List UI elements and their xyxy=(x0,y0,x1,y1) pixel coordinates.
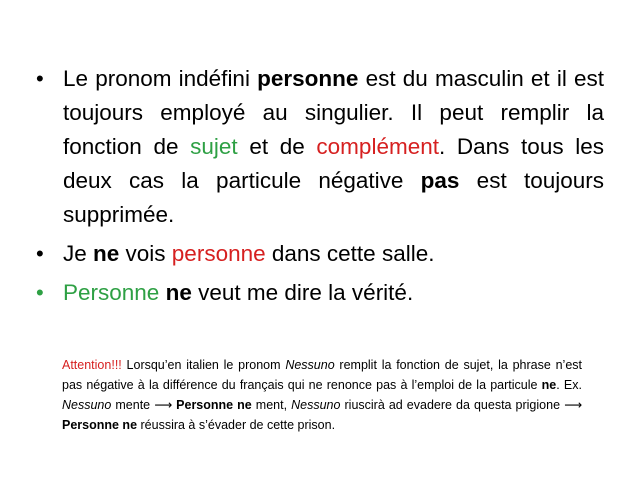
text: remplit la fonction de sujet, la phrase n’est pas négative à la différence du français qui ne renonce pas à l’emploi de la particule xyxy=(62,358,582,392)
text: ment, xyxy=(251,398,292,412)
text: Le pronom indéfini xyxy=(63,66,258,91)
bullet-item-example-complement xyxy=(36,237,604,271)
bullet-list xyxy=(36,62,604,315)
text: vois xyxy=(119,241,172,266)
text: est du masculin et il est toujours employé au singulier. Il peut remplir la fonction de xyxy=(63,66,605,159)
keyword-personne: personne xyxy=(257,66,359,91)
bullet-marker: • xyxy=(36,241,44,266)
keyword-personne-sujet: Personne xyxy=(63,280,160,305)
text: Lorsqu’en italien le pronom xyxy=(121,358,286,372)
text: est toujours supprimée. xyxy=(63,168,604,227)
text: riuscirà ad evadere da questa prigione xyxy=(340,398,565,412)
bullet-marker: • xyxy=(36,280,44,305)
attention-label: Attention!!! xyxy=(62,358,122,372)
keyword-ne: ne xyxy=(541,378,557,392)
text: . Dans tous les deux cas la particule négative xyxy=(63,134,605,193)
keyword-ne: ne xyxy=(93,241,120,266)
keyword-personne-complement: personne xyxy=(171,241,266,266)
bullet-marker: • xyxy=(36,66,44,91)
text: dans cette salle. xyxy=(265,241,435,266)
attention-note xyxy=(62,355,582,435)
keyword-complement: complément xyxy=(316,134,439,159)
keyword-personne-ne: Personne ne xyxy=(176,398,252,412)
arrow-icon: ⟶ xyxy=(154,398,173,412)
text: Je xyxy=(63,241,94,266)
bullet-item-definition xyxy=(36,62,604,232)
keyword-ne: ne xyxy=(165,280,192,305)
bullet-item-example-sujet xyxy=(36,276,604,310)
text: mente xyxy=(111,398,155,412)
text: réussira à s’évader de cette prison. xyxy=(137,418,336,432)
text: veut me dire la vérité. xyxy=(191,280,414,305)
italic-nessuno: Nessuno xyxy=(285,358,335,372)
italic-nessuno: Nessuno xyxy=(62,398,112,412)
keyword-pas: pas xyxy=(420,168,460,193)
text: et de xyxy=(237,134,317,159)
text: . Ex. xyxy=(556,378,582,392)
keyword-sujet: sujet xyxy=(190,134,238,159)
italic-nessuno: Nessuno xyxy=(291,398,341,412)
arrow-icon: ⟶ xyxy=(564,398,582,412)
keyword-personne-ne: Personne ne xyxy=(62,418,138,432)
